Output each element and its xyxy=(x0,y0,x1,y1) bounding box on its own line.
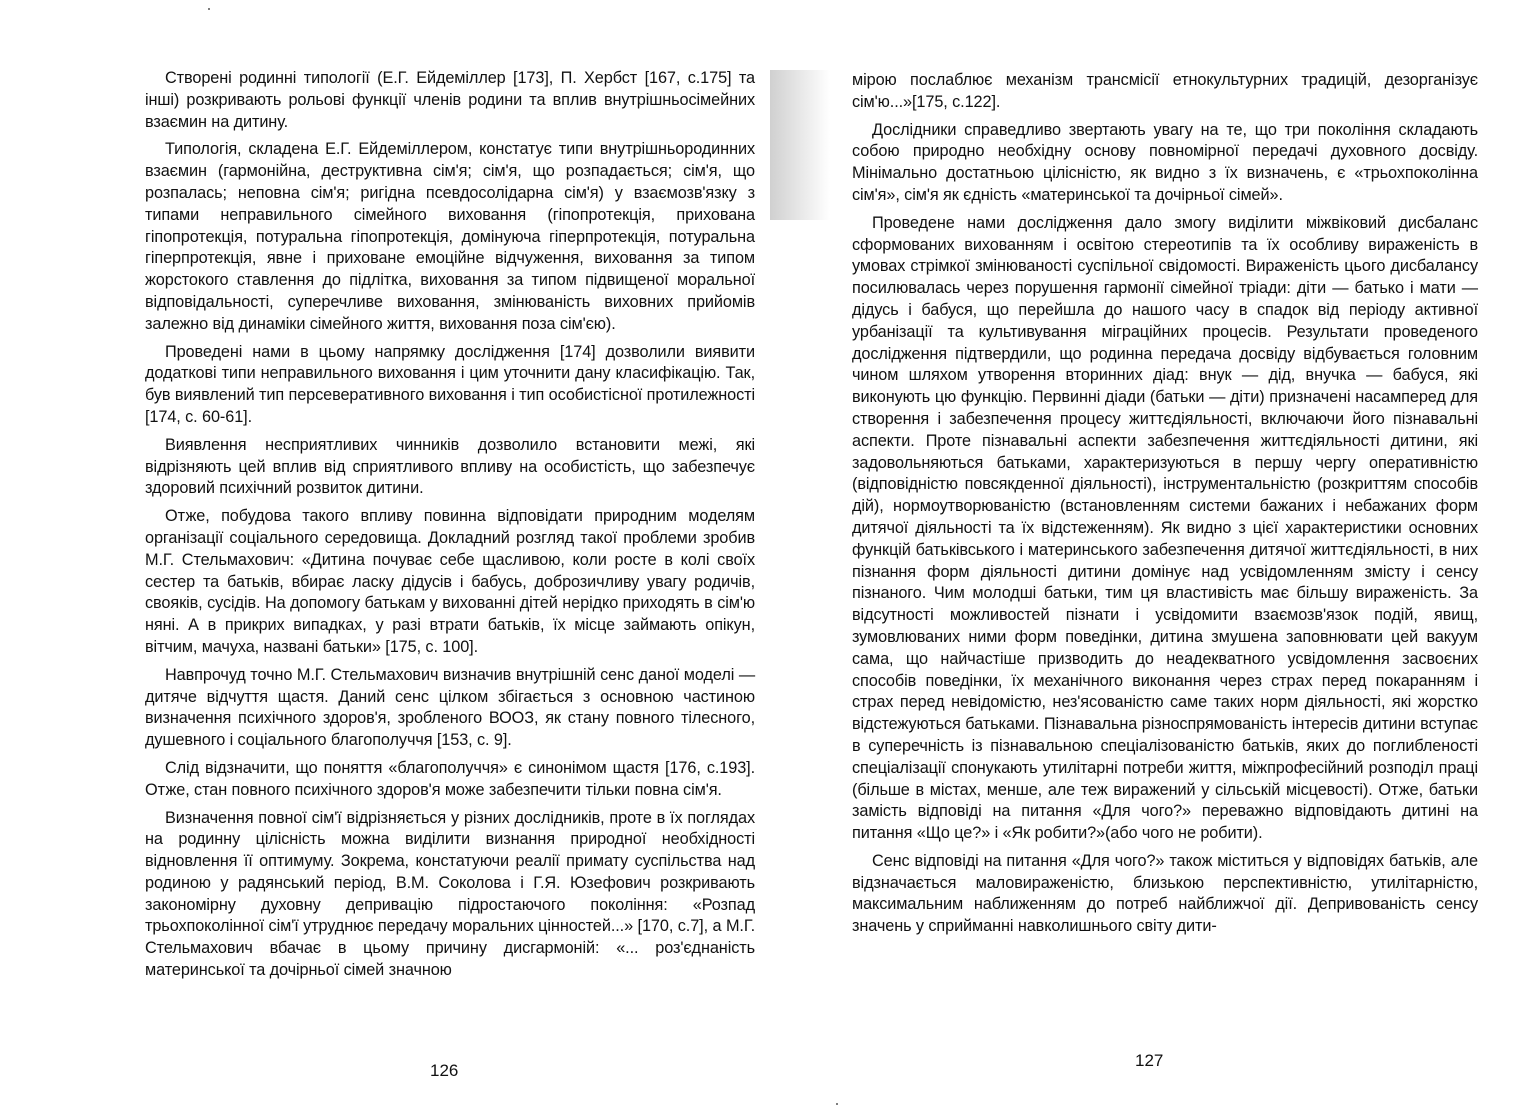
paragraph: Визначення повної сім'ї відрізняється у різних дослідників, проте в їх поглядах на родинну цілісність можна виділити визнання природної необхідності відновлення її оптимуму. Зокрема, констатуючи реалії примату суспільства над родиною у радянський період, В.М. Соколова і Г.Я. Юзефович розкривають закономірну духовну депривацію підростаючого покоління: «Розпад трьохпоколінної сім'ї утруднює передачу моральних цінностей...» [170, с.7], а М.Г. Стельмахович вбачає в цьому причину дисгармоній: «... роз'єднаність материнської та дочірньої сімей значною xyxy=(145,808,755,980)
paragraph: Проведене нами дослідження дало змогу виділити міжвіковий дисбаланс сформованих вихованням і освітою стереотипів та їх особливу вираженість в умовах стрімкої змінюваності суспільної свідомості. Вираженість цього дисбалансу посилювалась через порушення гармонії сімейної тріади: діти — батько і мати — дідусь і бабуся, що перейшла до нашого часу в спадок від періоду активної урбанізації та культивування міграційних процесів. Результати проведеного дослідження підтвердили, що родинна передача досвіду відбувається головним чином шляхом утворення вторинних діад: внук — дід, внучка — бабуся, які виконують цю функцію. Первинні діади (батьки — діти) призначені насамперед для створення і забезпечення процесу життєдіяльності, включаючи його пізнавальні аспекти. Проте пізнавальні аспекти забезпечення життєдіяльності дитини, які задовольняються батьками, характеризуються в першу чергу оперативністю (відповідністю повсякденної діяльності), інструментальністю (розкриттям способів дій), нормоутворюваністю (встановленням системи бажаних і небажаних форм дитячої діяльності та їх відстеженням). Як видно з цієї характеристики основних функцій батьківського і материнського забезпечення дитячої життєдіяльності, в них пізнання форм діяльності дитини домінує над усвідомленням змісту і сенсу пізнаного. Чим молодші батьки, тим ця властивість має більшу вираженість. За відсутності можливостей пізнати і усвідомити взаємозв'язок подій, явищ, зумовлюваних ними форм поведінки, дитина змушена заповнювати цей вакуум сама, що найчастіше призводить до неадекватного усвідомлення засвоєних способів поведінки, їх механічного виконання через страх перед покаранням і страх перед невідомістю, нез'ясованістю саме таких норм діяльності, які жорстко відстежуються батьками. Пізнавальна різноспрямованість інтересів дитини вступає в суперечність із пізнавальною спеціалізованістю батьків, яких до поглибленості спеціалізації спонукають утилітарні потреби життя, міжпрофесійний розподіл праці (більше в містах, менше, але теж виражений у сільській місцевості). Отже, батьки замість відповіді на питання «Для чого?» переважно відповідають дитині на питання «Що це?» і «Як робити?»(або чого не робити). xyxy=(852,213,1478,843)
paragraph: Сенс відповіді на питання «Для чого?» також міститься у відповідях батьків, але відзначається маловираженістю, близькою перспективністю, утилітарністю, максимальним наближенням до потреб найближчої дії. Депривованість сенсу значень у сприйманні навколишнього світу дити- xyxy=(852,851,1478,936)
page-number: 127 xyxy=(1135,1051,1164,1070)
right-page xyxy=(770,0,1540,1112)
paragraph: Слід відзначити, що поняття «благополуччя» є синонімом щастя [176, с.193]. Отже, стан повного психічного здоров'я може забезпечити тільки повна сім'я. xyxy=(145,758,755,799)
paragraph: Типологія, складена Е.Г. Ейдеміллером, констатує типи внутрішньородинних взаємин (гармонійна, деструктивна сім'я; сім'я, що розпадається; сім'я, що розпалась; неповна сім'я; ригідна псевдосолідарна сім'я) у взаємозв'язку з типами неправильного сімейного виховання (гіпопротекція, прихована гіпопротекція, потуральна гіпопротекція, домінуюча гіперпротекція, потуральна гіперпротекція, явне і приховане емоційне відчуження, виховання за типом жорстокого ставлення до підлітка, виховання за типом підвищеної моральної відповідальності, суперечливе виховання, змінюваність виховних прийомів залежно від динаміки сімейного життя, виховання поза сім'єю). xyxy=(145,140,755,333)
paragraph: мірою послаблює механізм трансмісії етнокультурних традицій, дезорганізує сім'ю...»[175, с.122]. xyxy=(852,71,1478,111)
scan-speck xyxy=(208,8,210,10)
paragraph: Проведені нами в цьому напрямку дослідження [174] дозволили виявити додаткові типи неправильного виховання і цим уточнити дану класифікацію. Так, був виявлений тип персеверативного виховання і тип особистісної протилежності [174, с. 60-61]. xyxy=(145,342,755,426)
paragraph: Дослідники справедливо звертають увагу на те, що три покоління складають собою природно необхідну основу повномірної передачі духовного досвіду. Мінімально достатньою цілісністю, як видно з їх визначень, є «трьохпоколінна сім'я», сім'я як єдність «материнської та дочірньої сімей». xyxy=(852,120,1478,204)
right-text-column xyxy=(852,70,1478,944)
page-number: 126 xyxy=(430,1061,459,1080)
paragraph: Виявлення несприятливих чинників дозволило встановити межі, які відрізняють цей вплив від сприятливого впливу на особистість, що забезпечує здоровий психічний розвиток дитини. xyxy=(145,435,755,498)
paragraph: Навпрочуд точно М.Г. Стельмахович визначив внутрішній сенс даної моделі — дитяче відчуття щастя. Даний сенс цілком збігається з основною частиною визначення психічного здоров'я, зробленого ВООЗ, як стану повного тілесного, душевного і соціального благополуччя [153, с. 9]. xyxy=(145,665,755,750)
scan-speck xyxy=(836,1103,838,1105)
left-text-column xyxy=(145,68,755,988)
scan-smudge xyxy=(770,70,830,220)
paragraph: Отже, побудова такого впливу повинна відповідати природним моделям організації соціального середовища. Докладний розгляд такої проблеми зробив М.Г. Стельмахович: «Дитина почуває себе щасливою, коли росте в колі своїх сестер та батьків, вбирає ласку дідусів і бабусь, доброзичливу увагу родичів, свояків, сусідів. На допомогу батькам у вихованні дітей нерідко приходять в сім'ю няні. А в прикрих випадках, у разі втрати батьків, їх місце займають опікун, вітчим, мачуха, названі батьки» [175, с. 100]. xyxy=(145,507,755,656)
paragraph: Створені родинні типології (Е.Г. Ейдеміллер [173], П. Хербст [167, с.175] та інші) розкривають рольові функції членів родини та вплив внутрішньосімейних взаємин на дитину. xyxy=(145,69,755,131)
